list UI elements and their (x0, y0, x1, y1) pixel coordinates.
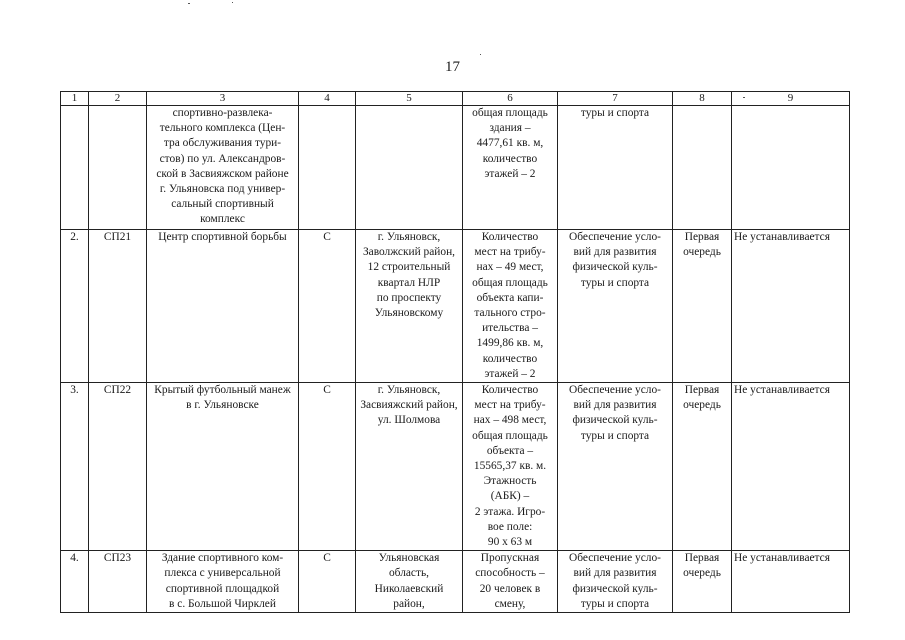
text-line: Заволжский район, (362, 246, 456, 259)
text-line: 12 строительный (367, 261, 451, 274)
table-row (61, 383, 850, 551)
cell-zone (732, 230, 850, 383)
text-line: Крытый футбольный манеж (154, 384, 291, 397)
text-line: сальный спортивный (171, 198, 274, 211)
cell-stage (673, 106, 732, 230)
text-line: квартал НЛР (377, 276, 441, 289)
text-line: спортивно-развлека- (172, 107, 273, 119)
text-line: плекса с универсальной (164, 567, 281, 580)
text-line: физической куль- (572, 582, 658, 595)
text-line: общая площадь (472, 276, 548, 289)
text-line: этажей – 2 (484, 367, 536, 380)
text-line: очередь (683, 246, 721, 259)
text-line: Николаевский (374, 582, 444, 595)
text-line: нах – 49 мест, (476, 261, 544, 274)
text-line: ительства – (482, 322, 538, 335)
text-line: г. Ульяновск, (377, 231, 441, 243)
text-line: вий для развития (573, 246, 657, 259)
text-line: тра обслуживания тури- (163, 137, 282, 150)
text-line: тального стро- (474, 307, 546, 320)
text-line: общая площадь (472, 429, 548, 442)
cell-purpose (558, 551, 673, 613)
text-line: Количество (481, 384, 539, 397)
text-line: Ульяновская (378, 552, 440, 565)
text-line: смену, (494, 597, 526, 610)
text-line: туры и спорта (580, 107, 650, 119)
text-line: ул. Шолмова (377, 414, 441, 427)
text-line: 20 человек в (479, 582, 541, 595)
text-line: Пропускная (480, 552, 540, 565)
text-line: район, (393, 597, 425, 610)
cell-number: 2. (61, 230, 89, 383)
cell-object-name (147, 230, 299, 383)
text-line: Первая (684, 552, 720, 565)
cell-type: С (299, 230, 356, 383)
text-line: объекта капи- (476, 291, 544, 304)
text-line: тельного комплекса (Цен- (159, 122, 286, 135)
text-line: количество (482, 352, 538, 365)
cell-zone (732, 551, 850, 613)
planning-table (60, 91, 850, 613)
text-line: этажей – 2 (484, 167, 536, 180)
column-number-7: 7 (558, 92, 673, 106)
cell-number: 3. (61, 383, 89, 551)
text-line: Обеспечение усло- (569, 231, 661, 243)
text-line: физической куль- (572, 414, 658, 427)
cell-stage (673, 383, 732, 551)
text-line: Здание спортивного ком- (161, 552, 284, 565)
text-line: Ульяновскому (374, 307, 444, 320)
text-line: 15565,37 кв. м. (473, 460, 547, 473)
table-row (61, 551, 850, 613)
table-header-row (61, 92, 850, 106)
text-line: Обеспечение усло- (569, 552, 661, 565)
cell-stage (673, 551, 732, 613)
column-number-8: 8 (673, 92, 732, 106)
table-row (61, 106, 850, 230)
cell-location (356, 551, 463, 613)
text-line: Количество (481, 231, 539, 243)
column-number-6: 6 (463, 92, 558, 106)
text-line: способность – (475, 567, 545, 580)
cell-code: СП22 (89, 383, 147, 551)
cell-number: 4. (61, 551, 89, 613)
text-line: Первая (684, 231, 720, 243)
text-line: Этажность (483, 475, 537, 488)
text-line: вий для развития (573, 567, 657, 580)
text-line: стов) по ул. Александров- (159, 152, 286, 165)
text-line: Центр спортивной борьбы (158, 231, 287, 243)
text-line: физической куль- (572, 261, 658, 274)
text-line: нах – 498 мест, (473, 414, 547, 427)
text-line: 4477,61 кв. м, (476, 137, 544, 150)
text-line: Не устанавливается (734, 552, 830, 565)
text-line: Не устанавливается (734, 231, 830, 243)
text-line: туры и спорта (580, 276, 650, 289)
text-line: вий для развития (573, 399, 657, 412)
column-number-4: 4 (299, 92, 356, 106)
cell-type: С (299, 551, 356, 613)
cell-parameters (463, 230, 558, 383)
cell-purpose (558, 383, 673, 551)
cell-code: СП23 (89, 551, 147, 613)
text-line: комплекс (200, 213, 245, 226)
text-line: туры и спорта (580, 429, 650, 442)
text-line: Первая (684, 384, 720, 397)
text-line: здания – (489, 122, 531, 135)
text-line: г. Ульяновска под универ- (159, 183, 286, 196)
text-line: Засвияжский район, (360, 399, 458, 412)
text-line: мест на трибу- (474, 399, 546, 412)
cell-code: СП21 (89, 230, 147, 383)
cell-type: С (299, 383, 356, 551)
text-line: вое поле: (487, 520, 533, 533)
cell-location (356, 230, 463, 383)
cell-stage (673, 230, 732, 383)
cell-object-name (147, 383, 299, 551)
text-line: по проспекту (376, 291, 442, 304)
cell-location (356, 383, 463, 551)
text-line: область, (388, 567, 430, 580)
column-number-9: 9 (732, 92, 850, 106)
column-number-5: 5 (356, 92, 463, 106)
text-line: 2 этажа. Игро- (474, 505, 546, 518)
cell-parameters (463, 383, 558, 551)
text-line: г. Ульяновск, (377, 384, 441, 397)
cell-parameters (463, 551, 558, 613)
text-line: туры и спорта (580, 597, 650, 610)
text-line: ской в Засвияжском районе (156, 167, 289, 180)
text-line: Не устанавливается (734, 384, 830, 397)
cell-zone (732, 383, 850, 551)
cell-purpose (558, 106, 673, 230)
text-line: в г. Ульяновске (186, 399, 259, 412)
cell-type (299, 106, 356, 230)
cell-zone (732, 106, 850, 230)
text-line: 1499,86 кв. м, (476, 337, 544, 350)
cell-number (61, 106, 89, 230)
text-line: в с. Большой Чирклей (169, 597, 276, 610)
cell-parameters (463, 106, 558, 230)
text-line: очередь (683, 399, 721, 412)
column-number-3: 3 (147, 92, 299, 106)
text-line: объекта – (486, 444, 534, 457)
text-line: очередь (683, 567, 721, 580)
text-line: Обеспечение усло- (569, 384, 661, 397)
text-line: спортивной площадкой (165, 582, 280, 595)
cell-code (89, 106, 147, 230)
cell-object-name (147, 106, 299, 230)
text-line: 90 х 63 м (487, 536, 533, 549)
column-number-1: 1 (61, 92, 89, 106)
cell-purpose (558, 230, 673, 383)
table-row (61, 230, 850, 383)
text-line: мест на трибу- (474, 246, 546, 259)
column-number-2: 2 (89, 92, 147, 106)
text-line: (АБК) – (490, 490, 530, 503)
text-line: общая площадь (472, 107, 548, 119)
cell-location (356, 106, 463, 230)
cell-object-name (147, 551, 299, 613)
text-line: количество (482, 152, 538, 165)
page-number: 17 (445, 59, 460, 75)
